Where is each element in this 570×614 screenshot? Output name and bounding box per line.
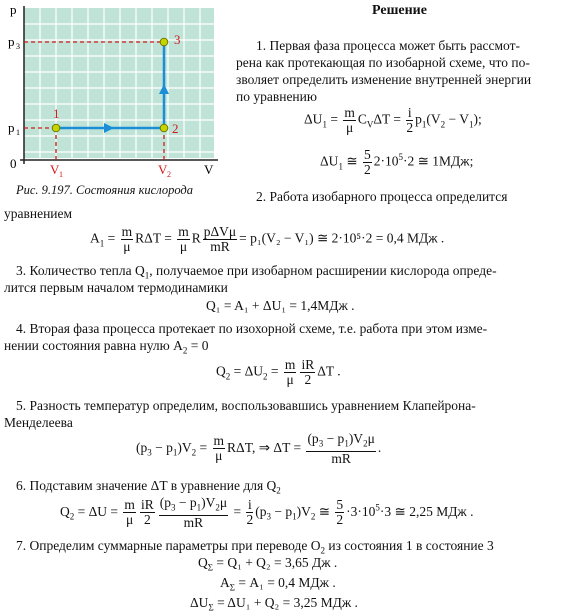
- state-point-1: [52, 124, 60, 132]
- para7-text-b: из состояния 1 в состояние 3: [324, 538, 494, 553]
- para1-line3: зволяет определить изменение внутренней энергии: [236, 72, 532, 87]
- para5-line1: 5. Разность температур определим, воспользовавшись уравнением Клапейрона-: [16, 398, 476, 413]
- eq-q2-tail: ΔT .: [317, 363, 341, 379]
- para1-line4: по уравнению: [236, 89, 317, 104]
- axis-p-label: p: [10, 2, 17, 17]
- para6-text: 6. Подставим значение ΔT в уравнение для Q: [16, 478, 277, 493]
- point-1-label: 1: [53, 106, 60, 121]
- eq-a-sum-rest: = A₁ = 0,4 МДж .: [235, 575, 336, 590]
- para7-line1: [16, 538, 494, 556]
- eq-q-sum-rest: = Q₁ + Q₂ = 3,65 Дж .: [213, 555, 338, 570]
- para2-line2: уравнением: [4, 206, 73, 221]
- para3-sub: 1: [144, 270, 150, 281]
- eq-delta-u1-value: $\Delta U_1$ ≅ $\frac{5}{2}$ $2\cdot 10^5\cdot 2$ ≅ 1МДж;: [320, 147, 474, 177]
- eq-clap-tail: RΔT, ⇒ ΔT =: [227, 439, 302, 455]
- para6-sub: 2: [276, 485, 281, 496]
- para4-line2: [4, 338, 208, 356]
- para7-text-a: 7. Определим суммарные параметры при переводе O: [16, 538, 321, 553]
- para3-line2: лится первым началом термодинамики: [4, 280, 228, 295]
- eq-u-sum-rest: = ΔU₁ + Q₂ = 3,25 МДж .: [213, 595, 358, 610]
- pv-diagram: [4, 2, 224, 182]
- para2-line1: 2. Работа изобарного процесса определится: [256, 189, 508, 204]
- para6-line1: [16, 478, 281, 496]
- axis-v-label: V: [204, 162, 214, 177]
- para4-text-c: = 0: [187, 338, 209, 353]
- eq-u-sum: $\Delta U_\Sigma = \Delta U_1 + Q_2 = 3,25$ МДж .: [190, 595, 358, 613]
- eq-delta-u1: $\Delta U_1$ = $\frac{m}{\mu}$ $C_V\Delta T$ = $\frac{i}{2}$ $p_1(V_2 - V_1)$;: [304, 105, 482, 135]
- point-3-label: 3: [174, 32, 181, 47]
- figure-caption: Рис. 9.197. Состояния кислорода: [16, 183, 193, 197]
- eq-a1-tail: = p₁(V₂ − V₁) ≅ 2·10⁵·2 = 0,4 МДж .: [239, 230, 445, 246]
- para5-line2: Менделеева: [4, 415, 73, 430]
- para3-text-a: 3. Количество тепла Q: [16, 263, 145, 278]
- pv-diagram-svg: [4, 2, 224, 182]
- para4-sub: 2: [182, 345, 188, 356]
- p1-sub: 1: [16, 128, 20, 137]
- para4-line1: 4. Вторая фаза процесса протекает по изохорной схеме, т.е. работа при этом изме-: [16, 321, 488, 336]
- state-point-2: [160, 124, 168, 132]
- eq-a-sum: $A_\Sigma = A_1 = 0,4$ МДж .: [220, 575, 336, 593]
- point-2-label: 2: [172, 121, 179, 136]
- v1-label: V: [50, 162, 60, 177]
- v1-sub: 1: [59, 170, 63, 179]
- v2-sub: 2: [167, 170, 171, 179]
- para3-text-b: , получаемое при изобарном расширении кислорода опреде-: [149, 263, 497, 278]
- eq-q2-full: $Q_2 = \Delta U$ = $\frac{m}{\mu}$ $\frac{iR}{2}$ $\frac{(p_3 - p_1)V_2\mu}{mR}$ = $\frac{i}{2}$ $(p_3 - p_1)V_2$ ≅ $\frac{5}{2}$ $\cdot 3\cdot 10^5\cdot 3$ ≅ 2,25 МДж .: [60, 495, 474, 530]
- para4-text-b: нении состояния равна нулю A: [4, 338, 183, 353]
- p1-label: p: [8, 120, 15, 135]
- p3-sub: 3: [16, 42, 20, 51]
- eq-work-a1: $A_1$ = $\frac{m}{\mu}$ RΔT = $\frac{m}{\mu}$ R $\frac{\text{pΔVμ}}{mR}$ = p₁(V₂ − V₁) ≅ 2·10⁵·2 = 0,4 МДж .: [90, 224, 445, 254]
- v2-label: V: [158, 162, 168, 177]
- eq-q1: Q₁ = A₁ + ΔU₁ = 1,4МДж .: [206, 298, 355, 313]
- page-title: Решение: [372, 3, 427, 18]
- eq-clapeyron: $(p_3 - p_1)V_2$ = $\frac{m}{\mu}$ RΔT, ⇒ ΔT = $\frac{(p_3 - p_1)V_2\mu}{mR}$ .: [136, 431, 382, 466]
- para7-sub: 2: [320, 545, 325, 556]
- eq-q-sum: $Q_\Sigma = Q_1 + Q_2 = 3,65$ Дж .: [198, 555, 338, 573]
- state-point-3: [160, 38, 168, 46]
- para1-line2: рена как протекающая по изобарной схеме, что по-: [236, 55, 530, 70]
- para1-line1: 1. Первая фаза процесса может быть рассмот-: [256, 38, 520, 53]
- p3-label: p: [8, 34, 15, 49]
- para3-line1: [16, 263, 497, 281]
- eq-q2: $Q_2 = \Delta U_2$ = $\frac{m}{\mu}$ $\frac{iR}{2}$ ΔT .: [216, 357, 341, 387]
- origin-label: 0: [10, 156, 17, 171]
